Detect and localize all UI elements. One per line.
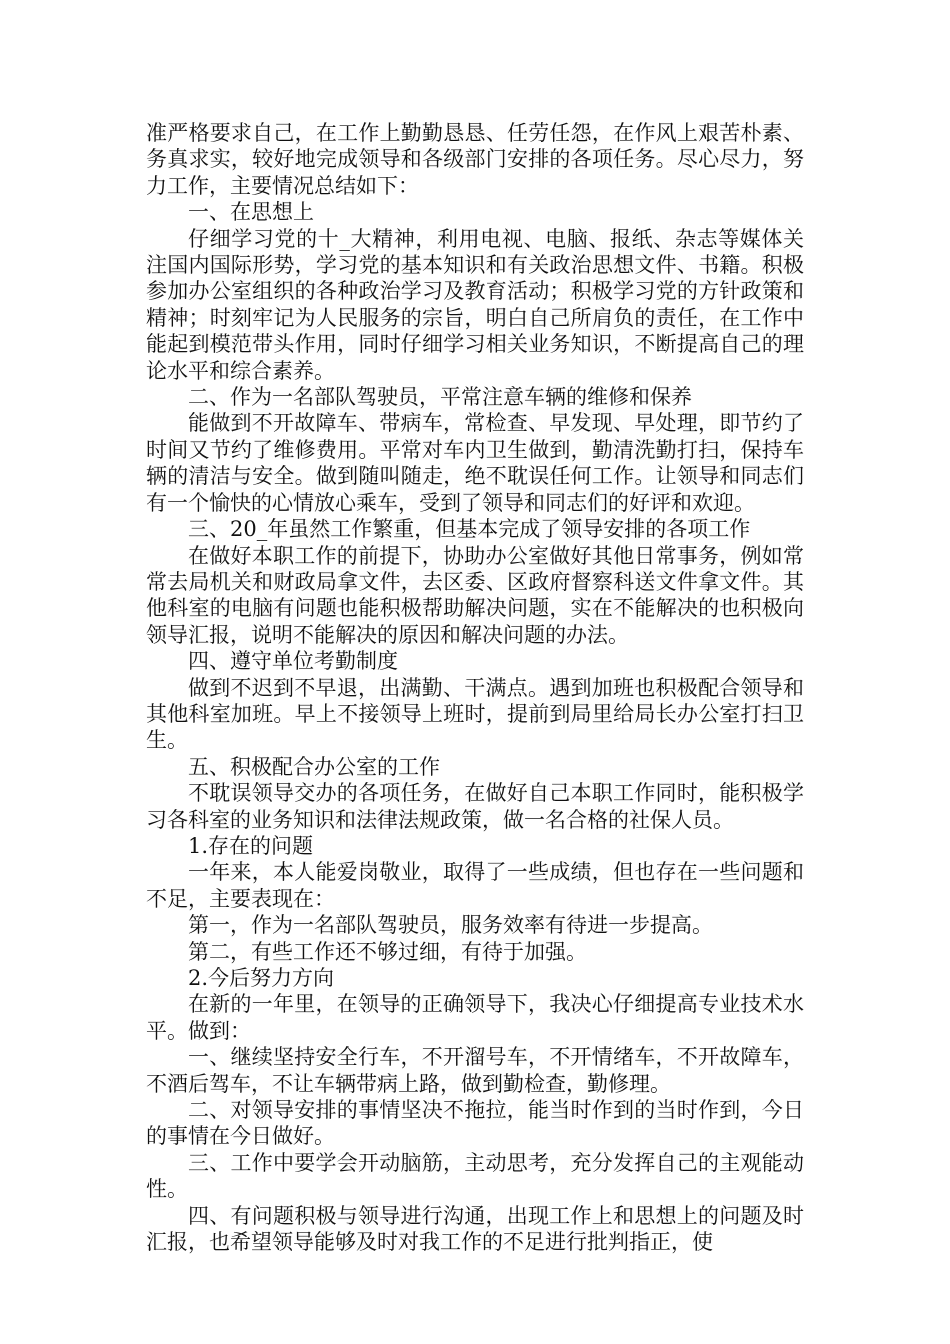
section-heading-direction: 2.今后努力方向 [188, 966, 335, 990]
paragraph-direction: 在新的一年里，在领导的正确领导下，我决心仔细提高专业技术水平。做到： [146, 992, 804, 1043]
section-heading-driver: 二、作为一名部队驾驶员，平常注意车辆的维修和保养 [188, 385, 692, 410]
paragraph-problem-first: 第一，作为一名部队驾驶员，服务效率有待进一步提高。 [188, 913, 713, 938]
section-heading-problems: 1.存在的问题 [188, 833, 314, 858]
document-body [146, 120, 804, 1255]
section-heading-thought: 一、在思想上 [188, 200, 314, 225]
paragraph-problem-second: 第二，有些工作还不够过细，有待于加强。 [188, 939, 587, 964]
paragraph-thought: 仔细学习党的十_大精神，利用电视、电脑、报纸、杂志等媒体关注国内国际形势，学习党的基本知识和有关政治思想文件、书籍。积极参加办公室组织的各种政治学习及教育活动；积极学习党的方针政策和精神；时刻牢记为人民服务的宗旨，明白自己所肩负的责任，在工作中能起到模范带头作用，同时仔细学习相关业务知识，不断提高自己的理论水平和综合素养。 [146, 226, 804, 383]
paragraph-problems: 一年来，本人能爱岗敬业，取得了一些成绩，但也存在一些问题和不足，主要表现在： [146, 860, 804, 911]
paragraph-direction-four: 四、有问题积极与领导进行沟通，出现工作上和思想上的问题及时汇报，也希望领导能够及时对我工作的不足进行批判指正，使 [146, 1203, 804, 1255]
paragraph-direction-three: 三、工作中要学会开动脑筋，主动思考，充分发挥自己的主观能动性。 [146, 1150, 804, 1202]
paragraph-direction-one: 一、继续坚持安全行车，不开溜号车，不开情绪车，不开故障车，不酒后驾车，不让车辆带病上路，做到勤检查，勤修理。 [146, 1045, 804, 1096]
paragraph-driver: 能做到不开故障车、带病车，常检查、早发现、早处理，即节约了时间又节约了维修费用。平常对车内卫生做到，勤清洗勤打扫，保持车辆的清洁与安全。做到随叫随走，绝不耽误任何工作。让领导和同志们有一个愉快的心情放心乘车，受到了领导和同志们的好评和欢迎。 [146, 411, 804, 515]
section-heading-office: 五、积极配合办公室的工作 [188, 754, 440, 779]
paragraph-intro-continuation: 准严格要求自己，在工作上勤勤恳恳、任劳任怨，在作风上艰苦朴素、务真求实，较好地完成领导和各级部门安排的各项任务。尽心尽力，努力工作，主要情况总结如下： [146, 121, 804, 198]
paragraph-office: 不耽误领导交办的各项任务，在做好自己本职工作同时，能积极学习各科室的业务知识和法律法规政策，做一名合格的社保人员。 [146, 781, 804, 832]
section-heading-attendance: 四、遵守单位考勤制度 [188, 649, 398, 674]
paragraph-work: 在做好本职工作的前提下，协助办公室做好其他日常事务，例如常常去局机关和财政局拿文件，去区委、区政府督察科送文件拿文件。其他科室的电脑有问题也能积极帮助解决问题，实在不能解决的也积极向领导汇报，说明不能解决的原因和解决问题的办法。 [146, 543, 804, 647]
section-heading-work: 三、20_年虽然工作繁重，但基本完成了领导安排的各项工作 [188, 517, 751, 542]
paragraph-direction-two: 二、对领导安排的事情坚决不拖拉，能当时作到的当时作到，今日的事情在今日做好。 [146, 1098, 804, 1149]
paragraph-attendance: 做到不迟到不早退，出满勤、干满点。遇到加班也积极配合领导和其他科室加班。早上不接领导上班时，提前到局里给局长办公室打扫卫生。 [146, 675, 804, 753]
